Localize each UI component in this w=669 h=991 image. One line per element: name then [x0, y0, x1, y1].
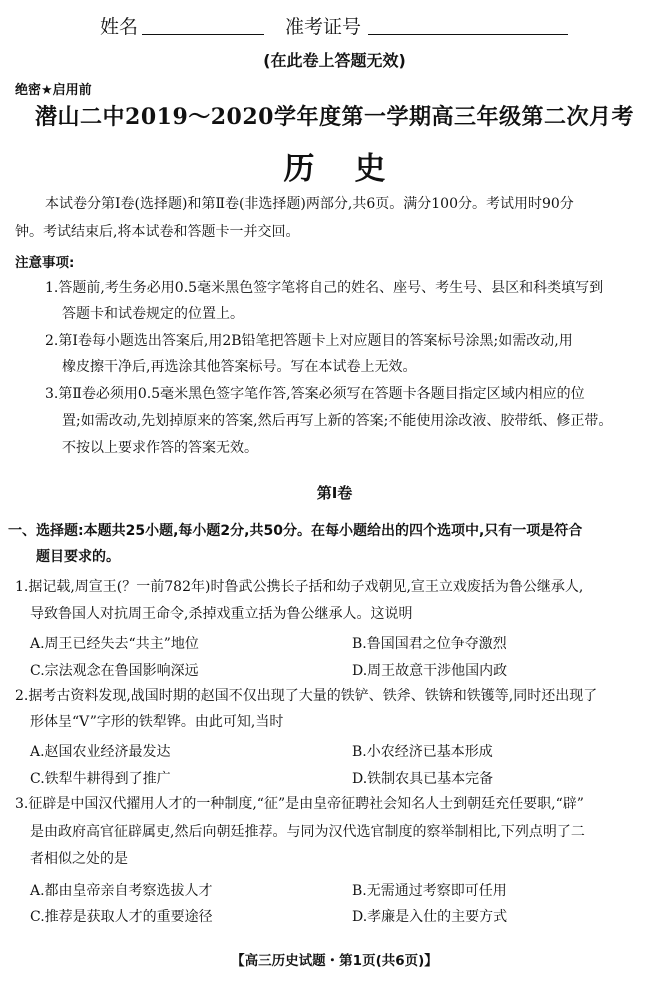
note-line: 置;如需改动,先划掉原来的答案,然后再写上新的答案;不能使用涂改液、胶带纸、修正带。	[62, 413, 613, 429]
page-footer: 【高三历史试题・第1页(共6页)】	[231, 953, 438, 969]
question-2-text: 形体呈“V”字形的铁犁铧。由此可知,当时	[30, 714, 284, 730]
subject-title: 历史	[283, 151, 426, 187]
secret-label: 绝密★启用前	[15, 83, 92, 98]
invalid-answer-note: (在此卷上答题无效)	[263, 51, 406, 70]
question-2-option-d[interactable]: D.铁制农具已基本完备	[352, 771, 494, 787]
question-1-option-a[interactable]: A.周王已经失去“共主”地位	[30, 636, 199, 652]
note-line: 答题卡和试卷规定的位置上。	[62, 306, 244, 322]
question-1-option-b[interactable]: B.鲁国国君之位争夺激烈	[352, 636, 507, 652]
question-3-text: 3.征辟是中国汉代擢用人才的一种制度,“征”是由皇帝征聘社会知名人士到朝廷充任要职,“辟”	[15, 796, 584, 812]
note-line: 3.第Ⅱ卷必须用0.5毫米黑色签字笔作答,答案必须写在答题卡各题目指定区域内相应的位	[45, 386, 585, 402]
question-2-text: 2.据考古资料发现,战国时期的赵国不仅出现了大量的铁铲、铁斧、铁锛和铁镬等,同时还出现了	[15, 688, 598, 704]
question-3-option-a[interactable]: A.都由皇帝亲自考察选拔人才	[30, 883, 213, 899]
exam-title: 潜山二中2019～2020学年度第一学期高三年级第二次月考	[35, 104, 634, 130]
part-one-title: 第Ⅰ卷	[316, 484, 353, 502]
name-label: 姓名	[100, 16, 139, 38]
question-3-option-b[interactable]: B.无需通过考察即可任用	[352, 883, 507, 899]
exam-id-blank-line	[368, 34, 568, 35]
section-heading: 一、选择题:本题共25小题,每小题2分,共50分。在每小题给出的四个选项中,只有一项是符合	[8, 523, 583, 539]
note-line: 1.答题前,考生务必用0.5毫米黑色签字笔将自己的姓名、座号、考生号、县区和科类填写到	[45, 280, 604, 296]
question-2-option-c[interactable]: C.铁犁牛耕得到了推广	[30, 771, 171, 787]
question-2-option-a[interactable]: A.赵国农业经济最发达	[30, 744, 171, 760]
exam-id-label: 准考证号	[285, 16, 362, 38]
question-1-option-c[interactable]: C.宗法观念在鲁国影响深远	[30, 663, 199, 679]
name-blank-line	[142, 34, 264, 35]
intro-line: 本试卷分第Ⅰ卷(选择题)和第Ⅱ卷(非选择题)两部分,共6页。满分100分。考试用时90分	[45, 196, 574, 212]
notes-title: 注意事项:	[15, 255, 75, 271]
note-line: 橡皮擦干净后,再选涂其他答案标号。写在本试卷上无效。	[62, 359, 417, 375]
intro-line: 钟。考试结束后,将本试卷和答题卡一并交回。	[15, 224, 300, 240]
question-3-option-c[interactable]: C.推荐是获取人才的重要途径	[30, 909, 213, 925]
question-1-text: 导致鲁国人对抗周王命令,杀掉戏重立括为鲁公继承人。这说明	[30, 606, 413, 622]
note-line: 2.第Ⅰ卷每小题选出答案后,用2B铅笔把答题卡上对应题目的答案标号涂黑;如需改动,用	[45, 333, 573, 349]
candidate-header	[100, 12, 580, 40]
question-3-option-d[interactable]: D.孝廉是入仕的主要方式	[352, 909, 508, 925]
question-2-option-b[interactable]: B.小农经济已基本形成	[352, 744, 493, 760]
question-3-text: 是由政府高官征辟属吏,然后向朝廷推荐。与同为汉代选官制度的察举制相比,下列点明了二	[30, 824, 585, 840]
section-heading: 题目要求的。	[36, 549, 120, 565]
note-line: 不按以上要求作答的答案无效。	[62, 440, 258, 456]
question-1-option-d[interactable]: D.周王故意干涉他国内政	[352, 663, 508, 679]
question-3-text: 者相似之处的是	[30, 851, 128, 867]
question-1-text: 1.据记载,周宣王(？一前782年)时鲁武公携长子括和幼子戏朝见,宣王立戏废括为鲁公继承人,	[15, 579, 584, 595]
